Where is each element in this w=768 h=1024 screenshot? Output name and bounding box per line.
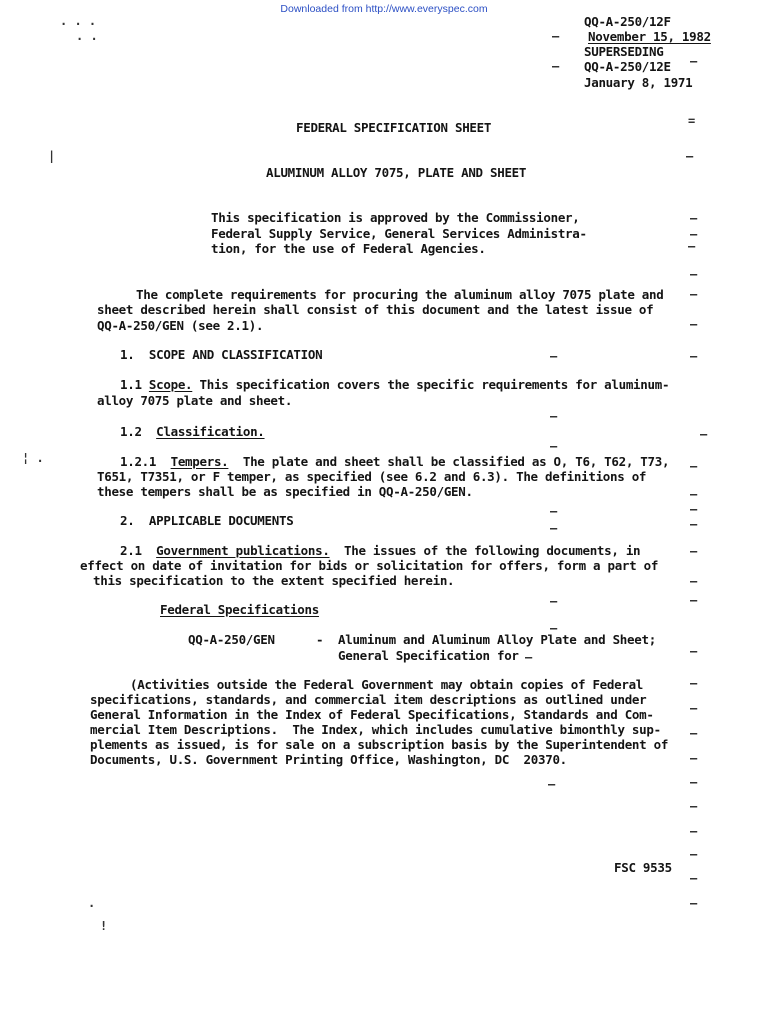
paragraph-number: 2.1 [120, 543, 142, 558]
page-title: FEDERAL SPECIFICATION SHEET [296, 120, 492, 135]
document-page: Downloaded from http://www.everyspec.com QQ-A-250/12F November 15, 1982 SUPERSEDING QQ-A-250/12E January 8, 1971 FEDERAL SPECIFICATION SHEET ALUMINUM ALLOY 7075, PLATE AND SHEET This specification is approved by the Commissioner, Federal Supply Service, General Services Administra- tion, for the use of Federal Agencies. The complete requirements for procuring the aluminum alloy 7075 plate and sheet described herein shall consist of this document and the latest issue of QQ-A-250/GEN (see 2.1). 1. SCOPE AND CLASSIFICATION 1.1 Scope. This specification covers the specific requirements for aluminum- alloy 7075 plate and sheet. 1.2 Classification. 1.2.1 Tempers. The plate and sheet shall be classified as O, T6, T62, T73, T651, T7351, or F temper, as specified (see 6.2 and 6.3). The definitions of these tempers shall be as specified in QQ-A-250/GEN. 2. APPLICABLE DOCUMENTS 2.1 Government publications. The issues of the following documents, in effect on date of invitation for bids or solicitation for offers, form a part of this specification to the extent specified herein. Federal Specifications QQ-A-250/GEN - Aluminum and Aluminum Alloy Plate and Sheet; General Specification for (Activities outside the Federal Government may obtain copies of Federal specifications, standards, and commercial item descriptions as outlined under General Information in the Index of Federal Specifications, Standards and Com- mercial Item Descriptions. The Index, which includes cumulative bimonthly sup- plements as issued, is for sale on a subscription basis by the Superintendent of Documents, U.S. Government Printing Office, Washington, DC 20370. FSC 9535 – – – = — – – – – – – – – – — – – – – – – – – – – – – – – – – – – – – – – – – – · · · · · | ¦ . · ! [0, 0, 768, 1024]
paragraph-text: this specification to the extent specified herein. [93, 573, 455, 588]
superseded-date: January 8, 1971 [584, 75, 693, 90]
approval-line: Federal Supply Service, General Services Administra- [211, 226, 587, 241]
paragraph-title: Classification. [156, 424, 265, 439]
paragraph-text: alloy 7075 plate and sheet. [97, 393, 293, 408]
download-source-link[interactable]: Downloaded from http://www.everyspec.com [280, 3, 488, 15]
note-line: Documents, U.S. Government Printing Office, Washington, DC 20370. [90, 752, 567, 767]
intro-line: sheet described herein shall consist of this document and the latest issue of [97, 302, 654, 317]
paragraph-title: Government publications. [156, 543, 330, 558]
section-heading: 1. SCOPE AND CLASSIFICATION [120, 347, 323, 362]
paragraph-number: 1.2 [120, 424, 142, 439]
note-line: General Information in the Index of Federal Specifications, Standards and Com- [90, 707, 654, 722]
paragraph-number: 1.2.1 [120, 454, 157, 469]
paragraph-text: T651, T7351, or F temper, as specified (see 6.2 and 6.3). The definitions of [97, 469, 647, 484]
reference-title: Aluminum and Aluminum Alloy Plate and Sheet; [338, 632, 656, 647]
note-line: plements as issued, is for sale on a subscription basis by the Superintendent of [90, 737, 669, 752]
superseded-id: QQ-A-250/12E [584, 59, 671, 74]
page-subtitle: ALUMINUM ALLOY 7075, PLATE AND SHEET [266, 165, 527, 180]
paragraph-title: Tempers. [170, 454, 229, 469]
section-heading: 2. APPLICABLE DOCUMENTS [120, 513, 294, 528]
paragraph-title: Scope. [148, 377, 193, 392]
paragraph-text: This specification covers the specific requirements for aluminum- [199, 377, 670, 392]
approval-line: This specification is approved by the Commissioner, [211, 210, 580, 225]
paragraph-1-2 [120, 424, 265, 439]
note-line: specifications, standards, and commercial item descriptions as outlined under [90, 692, 647, 707]
paragraph-text: The plate and sheet shall be classified as O, T6, T62, T73, [242, 454, 670, 469]
paragraph-2-1 [120, 543, 640, 558]
fsc-code: FSC 9535 [614, 860, 672, 875]
doc-id: QQ-A-250/12F [584, 14, 671, 29]
superseding-label: SUPERSEDING [584, 44, 664, 59]
reference-id: QQ-A-250/GEN [188, 632, 275, 647]
reference-dash: - [316, 632, 324, 647]
note-line: mercial Item Descriptions. The Index, which includes cumulative bimonthly sup- [90, 722, 661, 737]
intro-line: QQ-A-250/GEN (see 2.1). [97, 318, 264, 333]
federal-specifications-heading: Federal Specifications [160, 602, 319, 617]
paragraph-text: these tempers shall be as specified in QQ-A-250/GEN. [97, 484, 473, 499]
doc-date: November 15, 1982 [588, 29, 711, 44]
note-line: (Activities outside the Federal Government may obtain copies of Federal [130, 677, 644, 692]
paragraph-text: effect on date of invitation for bids or solicitation for offers, form a part of [80, 558, 659, 573]
intro-line: The complete requirements for procuring the aluminum alloy 7075 plate and [136, 287, 664, 302]
paragraph-number: 1.1 [120, 377, 142, 392]
paragraph-1-2-1 [120, 454, 669, 469]
paragraph-text: The issues of the following documents, in [344, 543, 641, 558]
approval-line: tion, for the use of Federal Agencies. [211, 241, 486, 256]
reference-title: General Specification for [338, 648, 519, 663]
paragraph-1-1 [120, 377, 669, 392]
